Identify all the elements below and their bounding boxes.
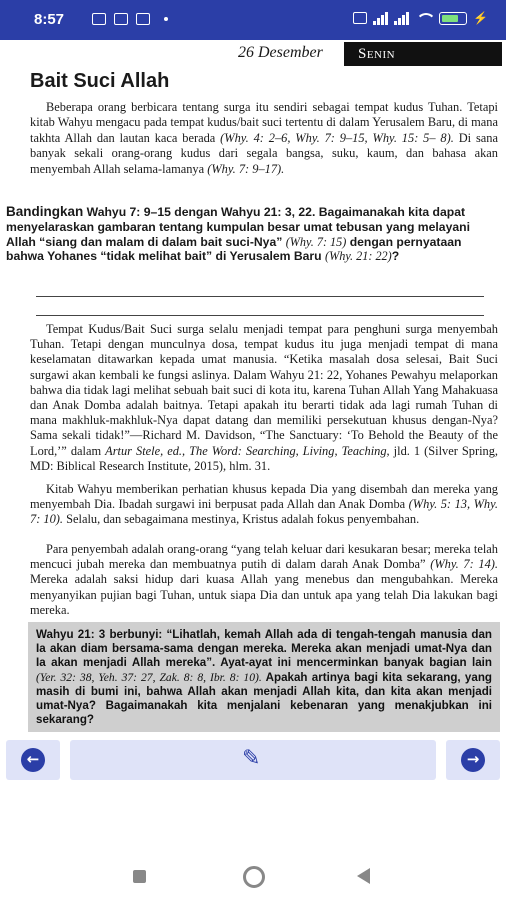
- next-page-button[interactable]: [446, 740, 500, 780]
- back-icon[interactable]: [357, 868, 370, 884]
- pencil-icon: ✎: [242, 746, 261, 771]
- day-text: Senin: [358, 46, 396, 62]
- data-icon: [353, 12, 367, 24]
- status-bar: [0, 0, 506, 40]
- signal-2-icon: [394, 12, 409, 25]
- charging-icon: ⚡: [473, 11, 488, 25]
- recent-apps-icon[interactable]: [133, 870, 146, 883]
- wifi-icon: [415, 12, 433, 25]
- system-icons: [353, 11, 488, 25]
- intro-paragraph: Beberapa orang berbicara tentang surga itu sendiri sebagai tempat kudus Tuhan. Tetapi kitab Wahyu mengacu pada tempat kudus/bait suci tertentu di dalam Yerusalem Baru, di mana takhta Allah dan lautan kaca berada (Why. 4: 2–6, Why. 7: 9–15, Why. 15: 5– 8). Di sana banyak sekali orang-orang kudus dari segala bangsa, suku, kaum, dan bahasa akan menyembah Allah selama-lamanya (Why. 7: 9–17).: [30, 100, 498, 176]
- lesson-page: [0, 40, 506, 740]
- bottom-navigation: [0, 736, 506, 786]
- notification-icons: [92, 13, 168, 25]
- image-icon: [114, 13, 128, 25]
- clock: 8:57: [34, 11, 65, 28]
- compare-question: Bandingkan Wahyu 7: 9–15 dengan Wahyu 21: 3, 22. Bagaimanakah kita dapat menyelaraskan gambaran tentang kumpulan besar umat tebusan yang melayani Allah “siang dan malam di dalam bait suci-Nya” (Why. 7: 15) dengan pernyataan bahwa Yohanes “tidak melihat bait” di Yerusalem Baru (Why. 21: 22)?: [6, 204, 470, 264]
- arrow-left-icon: ←: [21, 748, 45, 772]
- discussion-box: Wahyu 21: 3 berbunyi: “Lihatlah, kemah Allah ada di tengah-tengah manusia dan Ia akan diam bersama-sama dengan mereka. Mereka akan menjadi umat-Nya dan Ia akan menjadi Allah mereka”. Ayat-ayat ini mencerminkan banyak bagian lain (Yer. 32: 38, Yeh. 37: 27, Zak. 8: 8, Ibr. 8: 10). Apakah artinya bagi kita sekarang, yang masih di bumi ini, bahwa Allah akan menjadi Allah kita, dan kita akan menjadi umat-Nya? Bagaimanakah kita menjalani kebenaran yang menakjubkan ini sekarang?: [28, 622, 500, 732]
- lesson-title: Bait Suci Allah: [30, 70, 170, 92]
- answer-line: [36, 315, 484, 316]
- day-label: [344, 42, 502, 66]
- body-paragraph-1: Tempat Kudus/Bait Suci surga selalu menjadi tempat para penghuni surga menyembah Tuhan. Tetapi dengan munculnya dosa, tempat kudus itu juga menjadi tempat di mana keselamatan ditawarkan kepada umat manusia. “Ketika masalah dosa selesai, Bait Suci surgawi akan kembali ke fungsi aslinya. Dalam Wahyu 21: 22, Yohanes Pewahyu melaporkan bahwa dia tidak lagi melihat sebuah bait suci di kota itu, karena Tuhan Allah Yang Mahakuasa dan Anak Domba adalah baitnya. Tetapi apakah itu berarti tidak ada lagi rumah Tuhan di mana makhluk-makhluk-Nya dapat datang dan memiliki persekutuan khusus dengan-Nya? Sama sekali tidak!”—Richard M. Davidson, “The Sanctuary: ‘To Behold the Beauty of the Lord,’” dalam Artur Stele, ed., The Word: Searching, Living, Teaching, jld. 1 (Silver Spring, MD: Biblical Research Institute, 2015), hlm. 31.: [30, 322, 499, 473]
- body-paragraph-3: Para penyembah adalah orang-orang “yang telah keluar dari kesukaran besar; mereka telah mencuci jubah mereka dan membuatnya putih di dalam darah Anak Domba” (Why. 7: 14). Mereka adalah saksi hidup dari kuasa Allah yang menebus dan mengubahkan. Mereka menyanyikan pujian bagi Tuhan, untuk siapa Dia dan untuk apa yang telah Dia lakukan bagi mereka.: [30, 542, 499, 617]
- compare-lead: Bandingkan: [6, 204, 84, 219]
- signal-icon: [373, 12, 388, 25]
- system-navigation-bar: [0, 850, 506, 900]
- answer-line: [36, 296, 484, 297]
- mail-icon: [92, 13, 106, 25]
- previous-page-button[interactable]: [6, 740, 60, 780]
- more-notifications-dot-icon: [164, 17, 168, 21]
- app-icon: [136, 13, 150, 25]
- battery-icon: [439, 12, 467, 25]
- arrow-right-icon: →: [461, 748, 485, 772]
- lesson-date: 26 Desember: [238, 44, 323, 61]
- home-icon[interactable]: [243, 866, 265, 888]
- body-paragraph-2: Kitab Wahyu memberikan perhatian khusus kepada Dia yang disembah dan mereka yang menyembah Dia. Ibadah surgawi ini berpusat pada Allah dan Anak Domba (Why. 5: 13, Why. 7: 10). Selalu, dan sebagaimana mestinya, Kristus adalah fokus penyembahan.: [30, 482, 498, 527]
- edit-notes-button[interactable]: [70, 740, 436, 780]
